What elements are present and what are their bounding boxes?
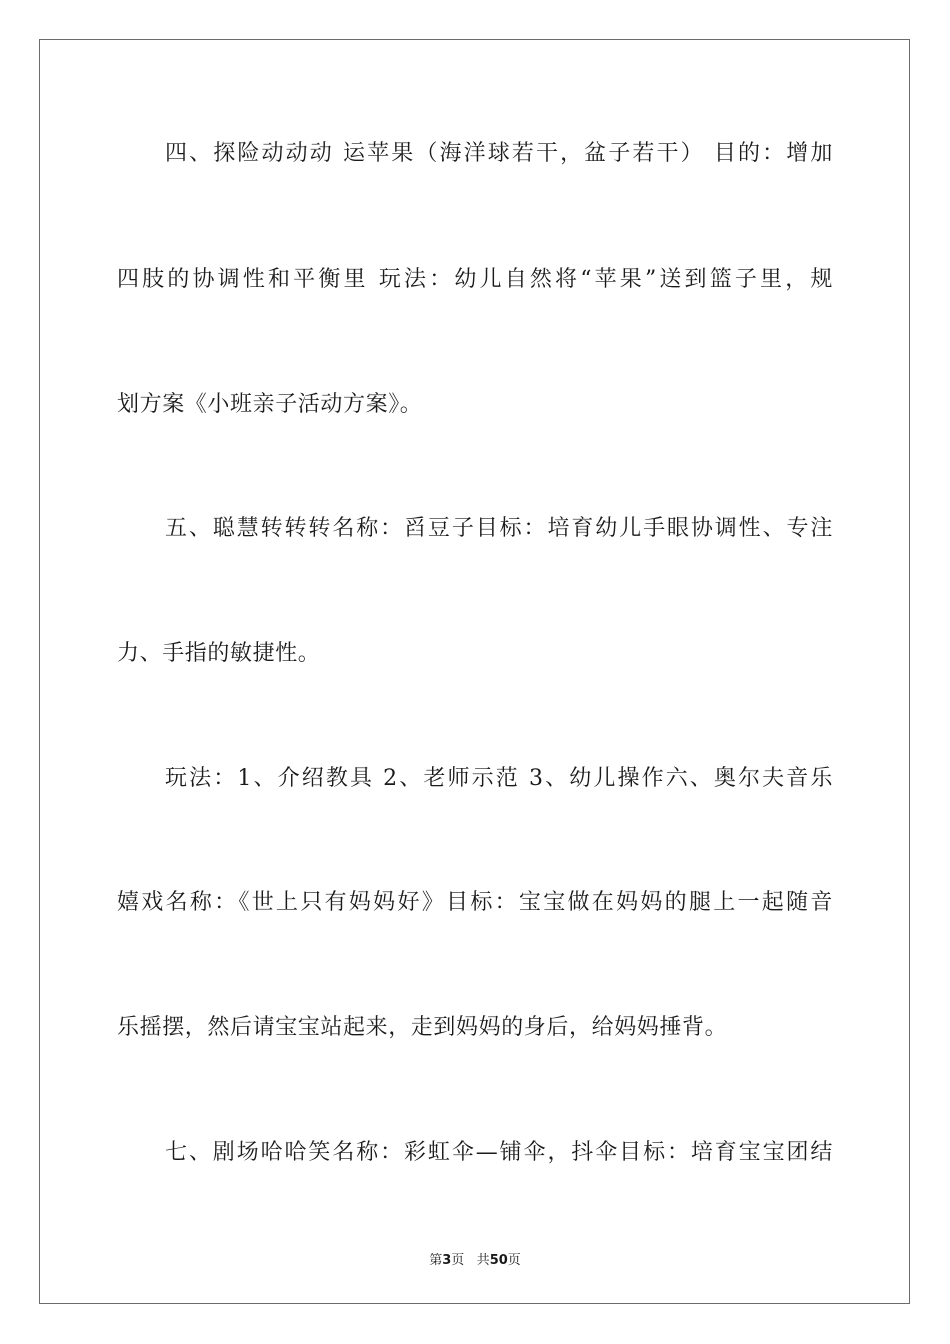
- paragraph-line: 乐摇摆，然后请宝宝站起来，走到妈妈的身后，给妈妈捶背。: [117, 1015, 728, 1040]
- total-pages: 50: [489, 1253, 508, 1268]
- total-label-prefix: 共: [476, 1253, 490, 1268]
- paragraph-line: 七、剧场哈哈笑名称：彩虹伞—铺伞，抖伞目标：培育宝宝团结: [165, 1140, 833, 1165]
- paragraph-line: 五、聪慧转转转名称：舀豆子目标：培育幼儿手眼协调性、专注: [165, 516, 833, 541]
- page-border: [39, 39, 910, 1304]
- paragraph-line: 四、探险动动动 运苹果（海洋球若干，盆子若干） 目的：增加: [165, 141, 833, 166]
- paragraph-line: 四肢的协调性和平衡里 玩法：幼儿自然将“苹果”送到篮子里，规: [117, 267, 833, 292]
- paragraph-line: 嬉戏名称：《世上只有妈妈好》目标：宝宝做在妈妈的腿上一起随音: [117, 890, 833, 915]
- page-number: 3: [442, 1253, 452, 1268]
- paragraph-line: 划方案《小班亲子活动方案》。: [117, 392, 423, 417]
- page-label-suffix: 页: [451, 1253, 465, 1268]
- page-footer: [0, 1249, 950, 1268]
- paragraph-line: 力、手指的敏捷性。: [117, 641, 321, 666]
- paragraph-line: 玩法：1、介绍教具 2、老师示范 3、幼儿操作六、奥尔夫音乐: [165, 766, 833, 791]
- page-label-prefix: 第: [429, 1253, 443, 1268]
- total-label-suffix: 页: [507, 1253, 521, 1268]
